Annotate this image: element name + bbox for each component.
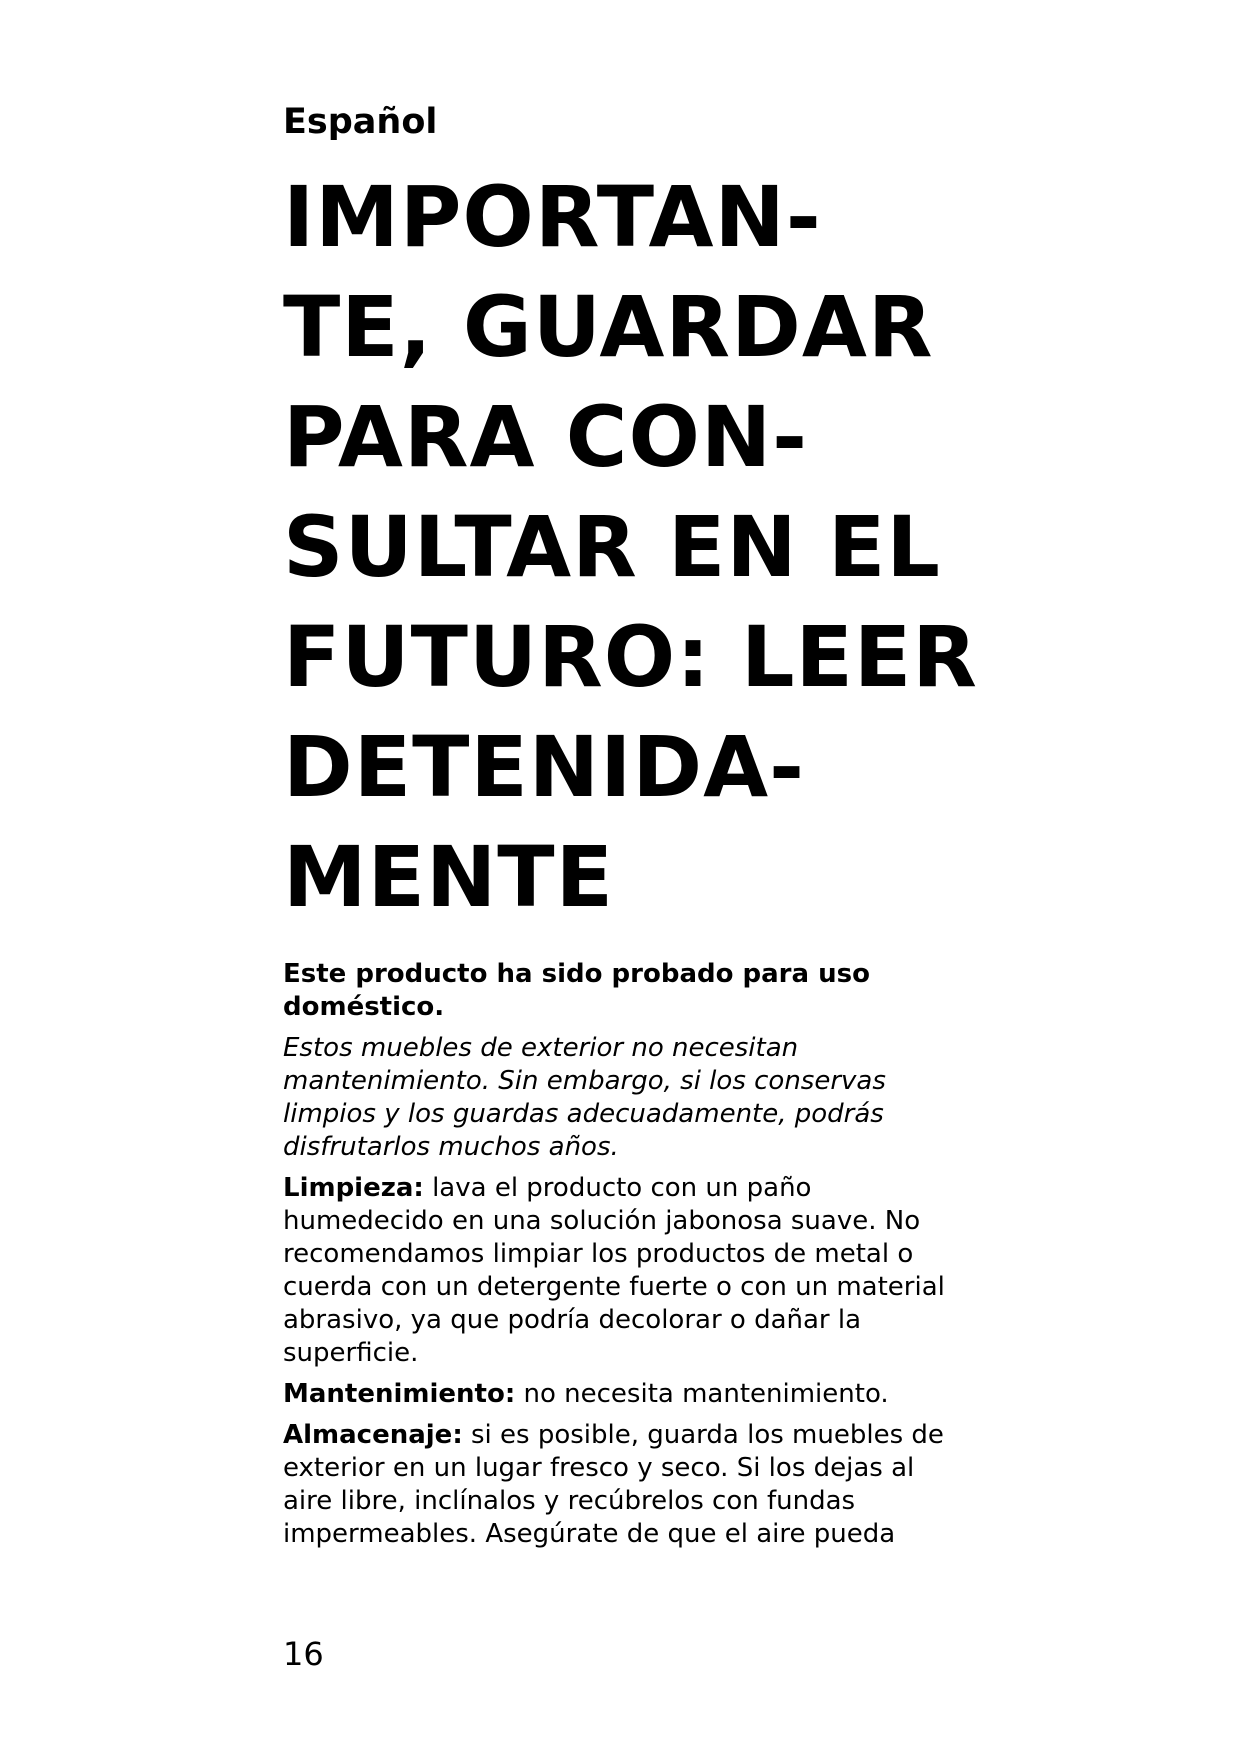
intro-paragraph: Estos muebles de exterior no necesitan mantenimiento. Sin embargo, si los conservas limpios y los guardas adecuadamente, podrás disfrutarlos muchos años. (283, 1033, 886, 1162)
page-number: 16 (283, 1635, 324, 1673)
body-text (283, 958, 963, 1551)
language-heading: Español (283, 102, 438, 142)
maintenance-text: no necesita mantenimiento. (515, 1379, 889, 1409)
title-line: MENTE (283, 828, 614, 926)
title-line: SULTAR EN EL (283, 498, 941, 596)
title-line: FUTURO: LEER (283, 608, 978, 706)
cleaning-term: Limpieza: (283, 1173, 424, 1203)
storage-paragraph (283, 1419, 963, 1551)
storage-term: Almacenaje: (283, 1420, 463, 1450)
page-title (283, 162, 978, 932)
cleaning-text: lava el producto con un paño humedecido en una solución jabonosa suave. No recomendamos limpiar los productos de metal o cuerda con un detergente fuerte o con un material abrasivo, ya que podría decolorar o dañar la superficie. (283, 1173, 945, 1368)
title-line: PARA CON- (283, 388, 809, 486)
storage-text: si es posible, guarda los muebles de exterior en un lugar fresco y seco. Si los dejas al aire libre, inclínalos y recúbrelos con fundas impermeables. Asegúrate de que el aire pueda (283, 1420, 944, 1549)
maintenance-paragraph (283, 1378, 963, 1411)
maintenance-term: Mantenimiento: (283, 1379, 516, 1409)
page-content (283, 100, 978, 1559)
cleaning-paragraph (283, 1172, 963, 1370)
title-line: TE, GUARDAR (283, 278, 934, 376)
title-line: IMPORTAN- (283, 168, 822, 266)
lead-paragraph: Este producto ha sido probado para uso doméstico. (283, 959, 870, 1022)
title-line: DETENIDA- (283, 718, 805, 816)
